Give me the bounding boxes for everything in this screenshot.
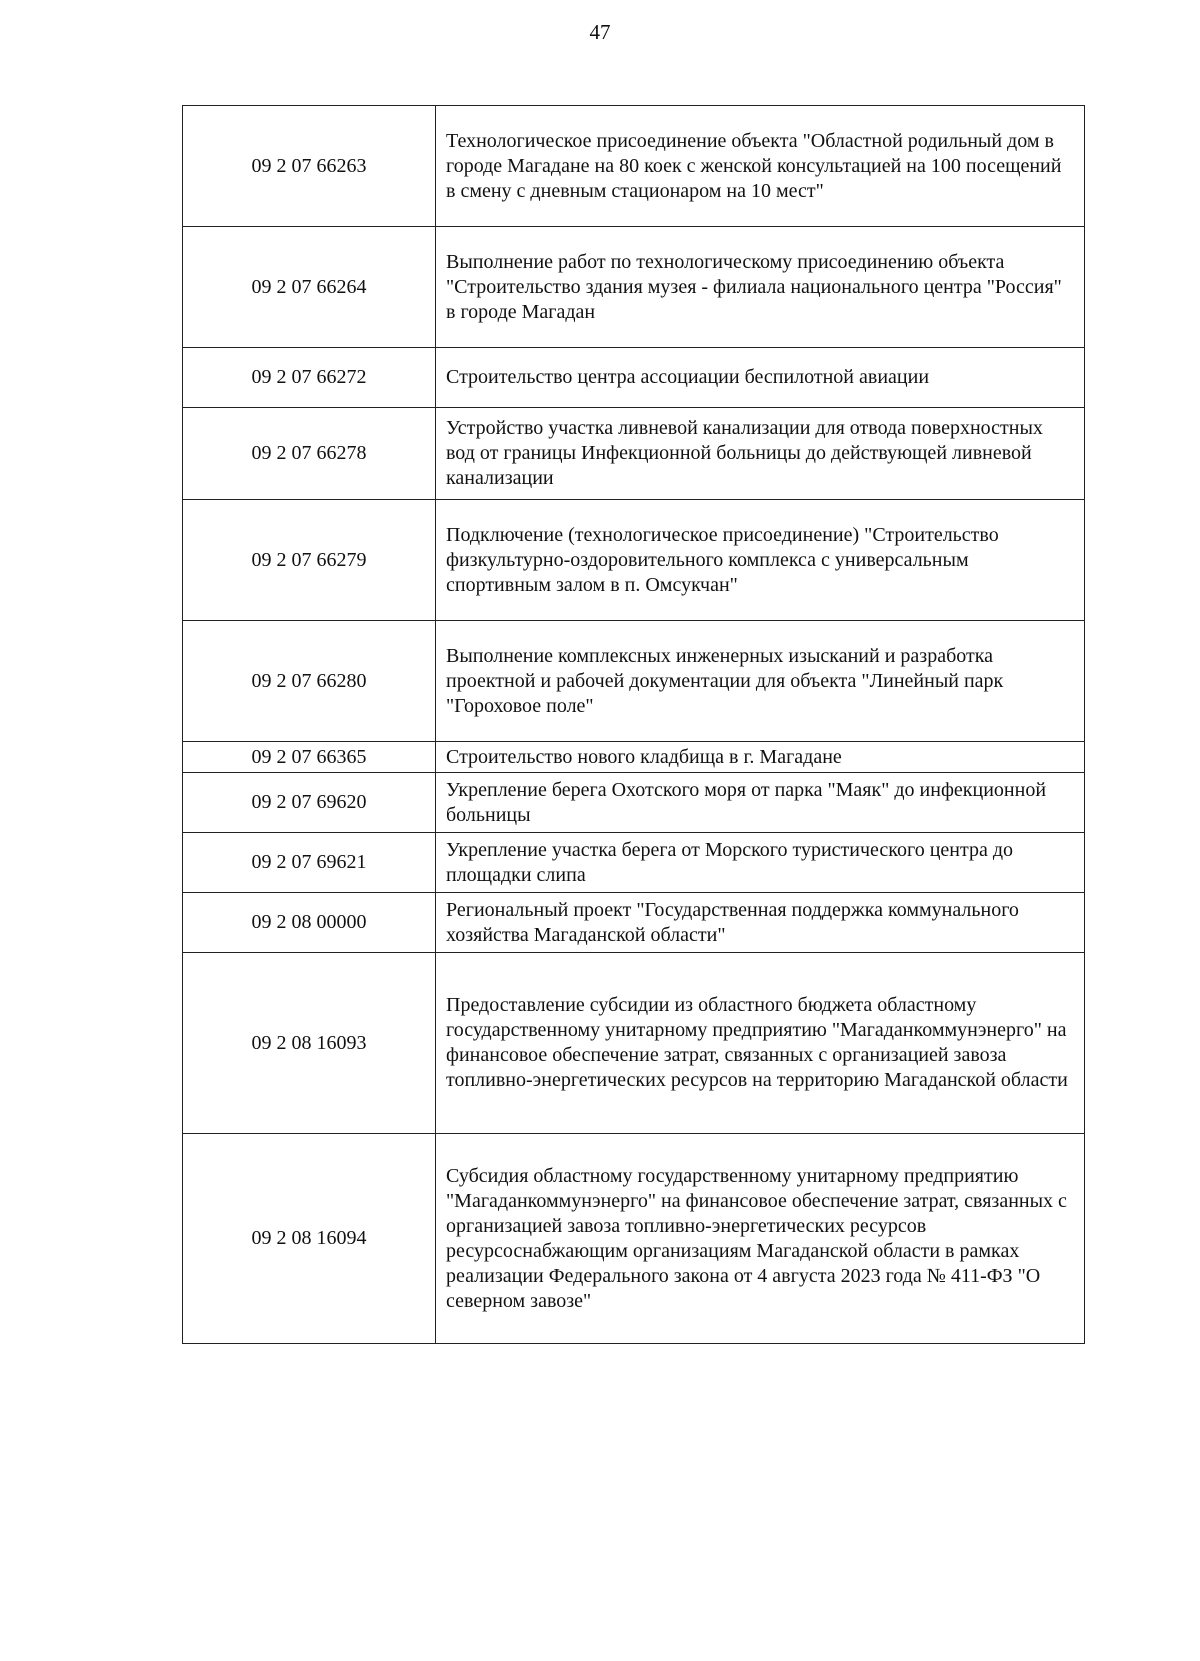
row-code: 09 2 07 66263: [183, 106, 436, 227]
table-row: [183, 893, 1085, 953]
table-row: [183, 106, 1085, 227]
row-description: Предоставление субсидии из областного бюджета областному государственному унитарному предприятию "Магаданкоммунэнерго" на финансовое обеспечение затрат, связанных с организацией завоза топливно-энергетических ресурсов на территорию Магаданской области: [436, 953, 1085, 1134]
row-description: Региональный проект "Государственная поддержка коммунального хозяйства Магаданской области": [436, 893, 1085, 953]
table-row: [183, 348, 1085, 408]
row-code: 09 2 07 66280: [183, 621, 436, 742]
table-row: [183, 833, 1085, 893]
row-code: 09 2 07 66272: [183, 348, 436, 408]
table-row: [183, 773, 1085, 833]
row-code: 09 2 08 16093: [183, 953, 436, 1134]
row-description: Субсидия областному государственному унитарному предприятию "Магаданкоммунэнерго" на финансовое обеспечение затрат, связанных с организацией завоза топливно-энергетических ресурсов ресурсоснабжающим организациям Магаданской области в рамках реализации Федерального закона от 4 августа 2023 года № 411-ФЗ "О северном завозе": [436, 1134, 1085, 1344]
row-code: 09 2 07 66264: [183, 227, 436, 348]
row-description: Выполнение работ по технологическому присоединению объекта "Строительство здания музея - филиала национального центра "Россия" в городе Магадан: [436, 227, 1085, 348]
row-description: Строительство центра ассоциации беспилотной авиации: [436, 348, 1085, 408]
row-description: Подключение (технологическое присоединение) "Строительство физкультурно-оздоровительного комплекса с универсальным спортивным залом в п. Омсукчан": [436, 500, 1085, 621]
budget-classification-table: [182, 105, 1085, 1344]
table-row: [183, 227, 1085, 348]
row-code: 09 2 07 66279: [183, 500, 436, 621]
row-code: 09 2 08 16094: [183, 1134, 436, 1344]
table-row: [183, 408, 1085, 500]
row-description: Укрепление берега Охотского моря от парка "Маяк" до инфекционной больницы: [436, 773, 1085, 833]
page-number: 47: [589, 20, 611, 44]
table-row: [183, 621, 1085, 742]
row-code: 09 2 07 69621: [183, 833, 436, 893]
row-description: Устройство участка ливневой канализации для отвода поверхностных вод от границы Инфекционной больницы до действующей ливневой канализации: [436, 408, 1085, 500]
row-code: 09 2 08 00000: [183, 893, 436, 953]
row-code: 09 2 07 66365: [183, 742, 436, 773]
row-code: 09 2 07 69620: [183, 773, 436, 833]
table-row: [183, 742, 1085, 773]
table-row: [183, 1134, 1085, 1344]
row-description: Строительство нового кладбища в г. Магадане: [436, 742, 1085, 773]
row-description: Выполнение комплексных инженерных изысканий и разработка проектной и рабочей документации для объекта "Линейный парк "Гороховое поле": [436, 621, 1085, 742]
row-description: Укрепление участка берега от Морского туристического центра до площадки слипа: [436, 833, 1085, 893]
row-code: 09 2 07 66278: [183, 408, 436, 500]
table-row: [183, 500, 1085, 621]
table-row: [183, 953, 1085, 1134]
row-description: Технологическое присоединение объекта "Областной родильный дом в городе Магадане на 80 коек с женской консультацией на 100 посещений в смену с дневным стационаром на 10 мест": [436, 106, 1085, 227]
